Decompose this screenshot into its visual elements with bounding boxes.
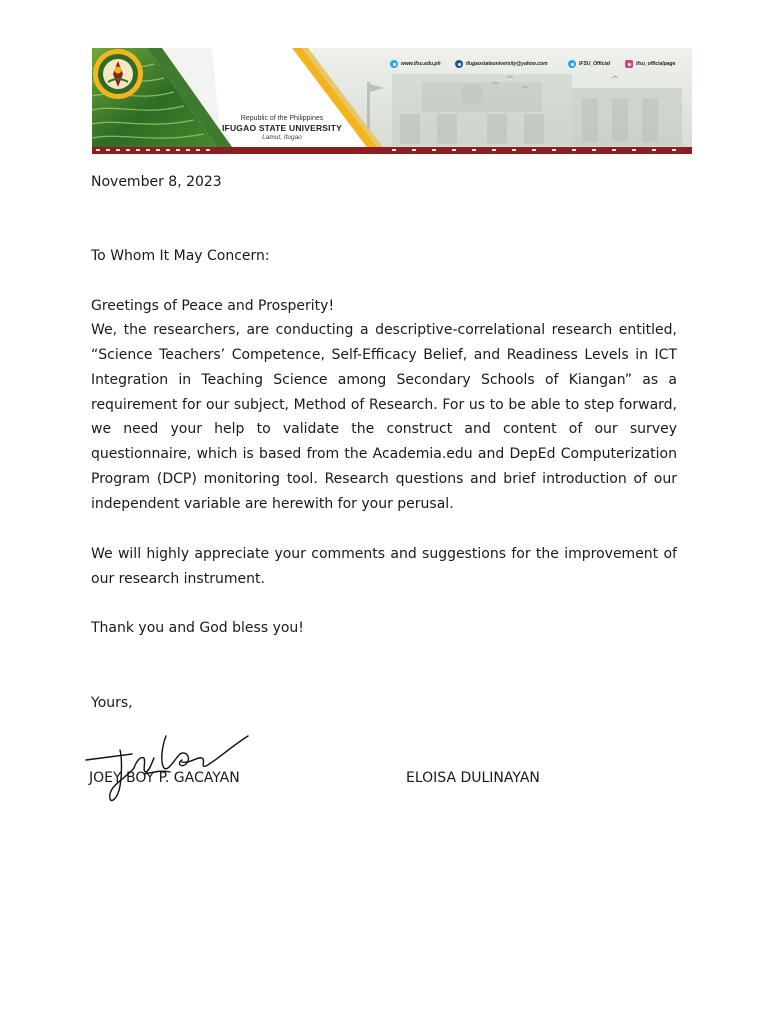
contact-instagram-text: ifsu_officialpage: [636, 61, 676, 67]
facebook-icon: [455, 60, 463, 68]
letter-salutation: To Whom It May Concern:: [91, 248, 270, 264]
letter-date: November 8, 2023: [91, 174, 222, 190]
globe-icon: [390, 60, 398, 68]
university-location: Lamut, Ifugao: [262, 134, 302, 141]
signer-name-1: JOEY BOY P. GACAYAN: [89, 770, 240, 786]
university-name: IFUGAO STATE UNIVERSITY: [222, 123, 342, 133]
letter-closing: Yours,: [91, 695, 133, 711]
republic-label: Republic of the Philippines: [240, 115, 324, 122]
contact-website[interactable]: [390, 59, 441, 69]
letter-paragraph-1: We, the researchers, are conducting a descriptive-correlational research entitled, “Science Teachers’ Competence, Self-Efficacy Belief, and Readiness Levels in ICT Integration in Teaching Science among Secondary Schools of Kiangan” as a requirement for our subject, Method of Research. For us to be able to step forward, we need your help to validate the construct and content of our survey questionnaire, which is based from the Academia.edu and DepEd Computerization Program (DCP) monitoring tool. Research questions and brief introduction of our independent variable are herewith for your perusal.: [91, 322, 677, 512]
letter-thanks: Thank you and God bless you!: [91, 620, 304, 636]
contact-facebook[interactable]: [455, 59, 548, 69]
contact-bar: [390, 59, 690, 69]
university-seal-icon: [92, 48, 144, 100]
contact-twitter-text: IFSU_Official: [579, 61, 611, 67]
letter-greeting: Greetings of Peace and Prosperity!: [91, 298, 335, 314]
handwritten-signature: [82, 728, 252, 810]
contact-twitter[interactable]: [568, 59, 610, 69]
instagram-icon: [625, 60, 633, 68]
contact-facebook-text: ifugaostateuniversity@yahoo.com: [466, 61, 548, 67]
twitter-icon: [568, 60, 576, 68]
contact-instagram[interactable]: [625, 59, 675, 69]
letter-paragraph-2: We will highly appreciate your comments and suggestions for the improvement of our research instrument.: [91, 546, 677, 587]
letterhead-banner: [92, 48, 692, 154]
contact-website-text: www.ifsu.edu.ph: [401, 61, 441, 67]
university-identity: [212, 114, 352, 142]
signer-name-2: ELOISA DULINAYAN: [406, 770, 540, 786]
